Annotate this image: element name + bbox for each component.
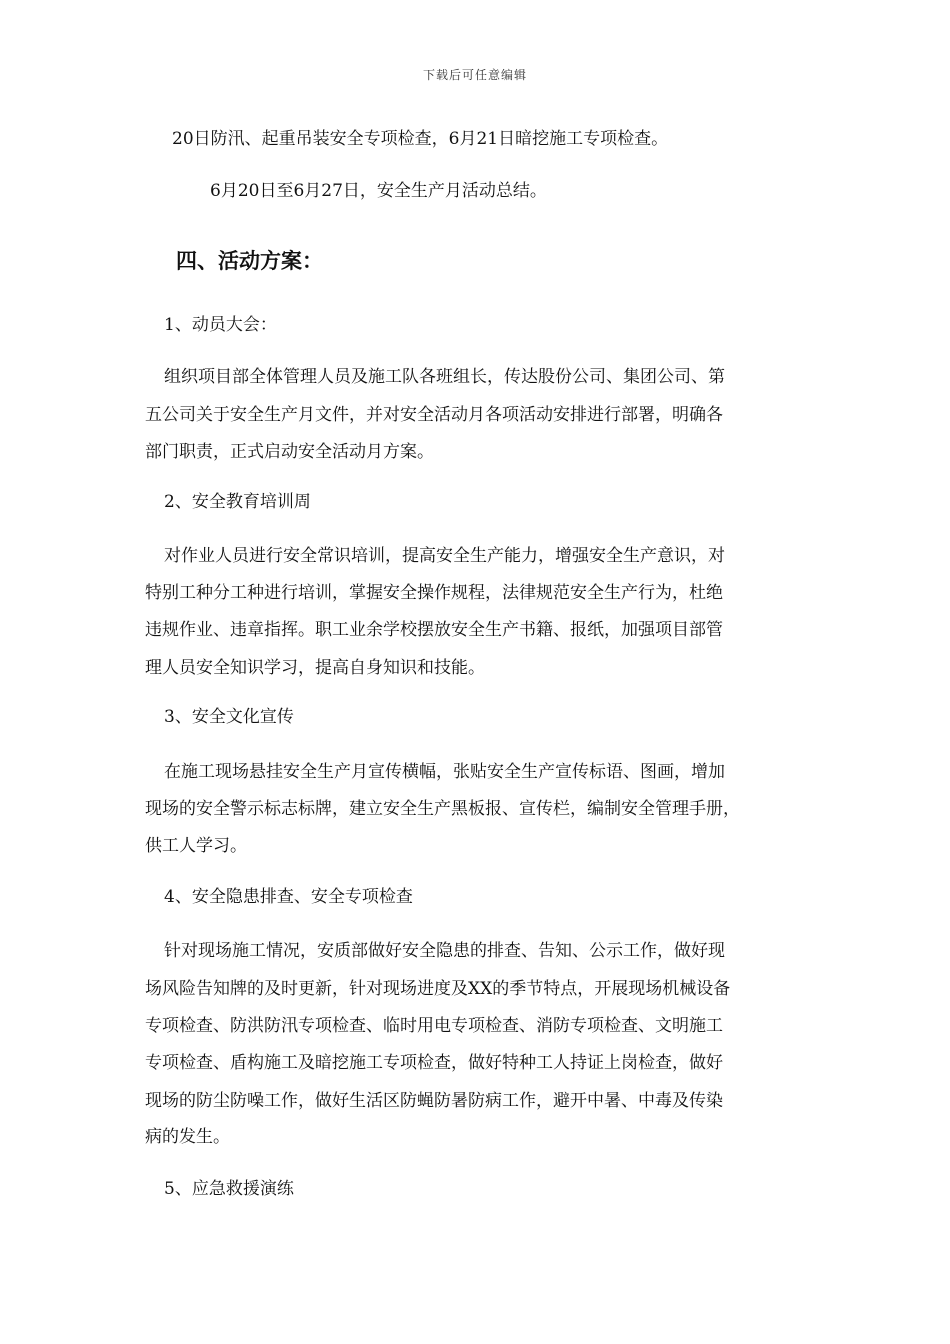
item-title: 4、安全隐患排查、安全专项检查 — [164, 887, 413, 907]
paragraph-line: 针对现场施工情况，安质部做好安全隐患的排查、告知、公示工作，做好现 — [164, 941, 725, 961]
paragraph-line: 供工人学习。 — [145, 836, 247, 856]
paragraph-line: 专项检查、防洪防汛专项检查、临时用电专项检查、消防专项检查、文明施工 — [145, 1016, 723, 1036]
paragraph-line: 20日防汛、起重吊装安全专项检查，6月21日暗挖施工专项检查。 — [172, 129, 669, 149]
item-title: 3、安全文化宣传 — [164, 707, 294, 727]
paragraph-line: 现场的防尘防噪工作，做好生活区防蝇防暑防病工作，避开中暑、中毒及传染 — [145, 1091, 723, 1111]
item-title: 5、应急救援演练 — [164, 1179, 294, 1199]
section-heading: 四、活动方案： — [176, 248, 323, 273]
paragraph-line: 专项检查、盾构施工及暗挖施工专项检查，做好特种工人持证上岗检查，做好 — [145, 1053, 723, 1073]
paragraph-line: 在施工现场悬挂安全生产月宣传横幅，张贴安全生产宣传标语、图画，增加 — [164, 762, 725, 782]
paragraph-line: 违规作业、违章指挥。职工业余学校摆放安全生产书籍、报纸，加强项目部管 — [145, 620, 723, 640]
paragraph-line: 五公司关于安全生产月文件，并对安全活动月各项活动安排进行部署，明确各 — [145, 405, 723, 425]
page-header: 下载后可任意编辑 — [422, 68, 527, 82]
paragraph-line: 理人员安全知识学习，提高自身知识和技能。 — [145, 658, 485, 678]
paragraph-line: 组织项目部全体管理人员及施工队各班组长，传达股份公司、集团公司、第 — [164, 367, 725, 387]
paragraph-line: 特别工种分工种进行培训，掌握安全操作规程，法律规范安全生产行为，杜绝 — [145, 583, 723, 603]
paragraph-line: 部门职责，正式启动安全活动月方案。 — [145, 442, 434, 462]
paragraph-line: 6月20日至6月27日，安全生产月活动总结。 — [210, 181, 547, 201]
paragraph-line: 病的发生。 — [145, 1127, 230, 1147]
paragraph-line: 现场的安全警示标志标牌，建立安全生产黑板报、宣传栏，编制安全管理手册， — [145, 799, 740, 819]
item-title: 1、动员大会： — [164, 315, 277, 335]
paragraph-line: 场风险告知牌的及时更新，针对现场进度及XX的季节特点，开展现场机械设备 — [145, 979, 731, 999]
paragraph-line: 对作业人员进行安全常识培训，提高安全生产能力，增强安全生产意识，对 — [164, 546, 725, 566]
item-title: 2、安全教育培训周 — [164, 492, 311, 512]
